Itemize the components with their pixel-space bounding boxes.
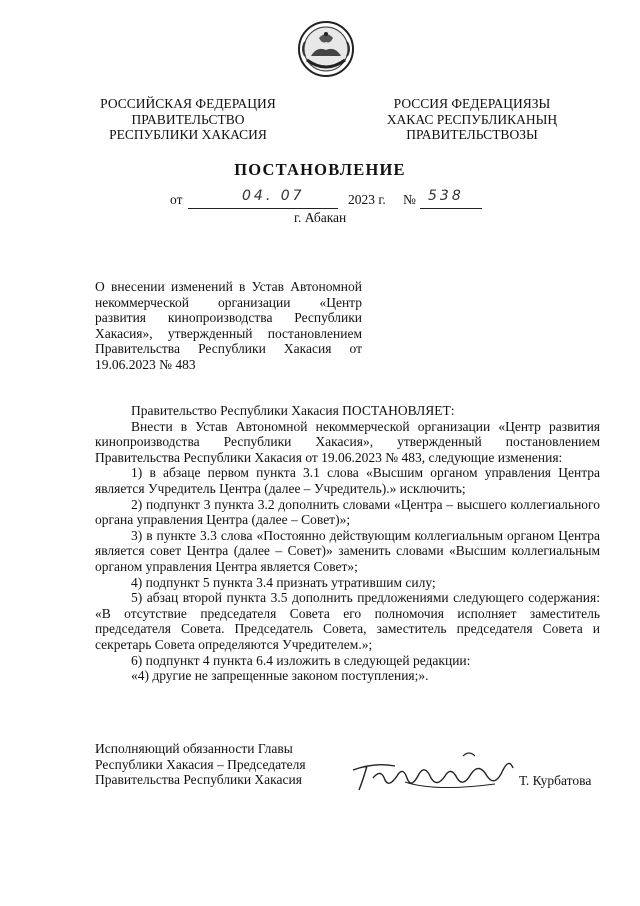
date-year: 2023 г. [348, 192, 386, 207]
body-text [95, 403, 600, 684]
signatory-position-line: Республики Хакасия – Председателя [95, 756, 306, 772]
handwritten-signature [345, 748, 520, 798]
number-underline [420, 208, 482, 209]
signatory-position-line: Исполняющий обязанности Главы [95, 741, 293, 756]
signatory-name: Т. Курбатова [519, 773, 592, 788]
date-prefix: от [170, 192, 183, 207]
document-title: ПОСТАНОВЛЕНИЕ [234, 160, 406, 179]
header-right-line: ХАКАС РЕСПУБЛИКАНЫҢ [386, 111, 558, 127]
header-left-block [88, 96, 288, 143]
header-right-line: РОССИЯ ФЕДЕРАЦИЯЗЫ [393, 96, 551, 111]
subject-block: О внесении изменений в Устав Автономной некоммерческой организации «Центр развития кинопроизводства Республики Хакасия», утвержденный постановлением Правительства Республики Хакасия от 19.06.2023 № 483 [95, 279, 362, 372]
header-right-block [362, 96, 582, 143]
body-intro: Правительство Республики Хакасия ПОСТАНОВЛЯЕТ: [131, 403, 455, 418]
header-left-line: ПРАВИТЕЛЬСТВО [131, 111, 245, 127]
signatory-position-line: Правительства Республики Хакасия [95, 772, 302, 788]
body-paragraph: 2) подпункт 3 пункта 3.2 дополнить словами «Центра – высшего коллегиального органа управления Центра (далее – Совет)»; [95, 496, 600, 528]
header-right-line: ПРАВИТЕЛЬСТВОЗЫ [406, 127, 538, 142]
signatory-position [95, 741, 306, 788]
body-paragraph: 3) в пункте 3.3 слова «Постоянно действующим коллегиальным органом Центра является совет Центра (далее – Совет)» заменить словами «Высшим коллегиальным органом управления Центра является Совет»; [95, 527, 600, 574]
body-paragraph: 1) в абзаце первом пункта 3.1 слова «Высшим органом управления Центра является Учредитель Центра (далее – Учредитель).» исключить; [95, 465, 600, 496]
body-paragraph: 6) подпункт 4 пункта 6.4 изложить в следующей редакции: [131, 652, 471, 668]
body-paragraph: Внести в Устав Автономной некоммерческой организации «Центр развития кинопроизводства Республики Хакасия», утвержденный постановлением Правительства Республики Хакасия от 19.06.2023 № 483, следующие изменения: [95, 418, 600, 465]
date-day-month: 04. 07 [242, 188, 305, 204]
body-paragraph: 5) абзац второй пункта 3.5 дополнить предложениями следующего содержания: «В отсутствие председателя Совета его полномочия исполняет заместитель председателя Совета. Председатель Совета, заместитель председателя Совета и секретарь Совета определяются Учредителем.»; [95, 590, 600, 652]
coat-of-arms-emblem [297, 20, 355, 78]
header-left-line: РОССИЙСКАЯ ФЕДЕРАЦИЯ [100, 96, 276, 111]
body-paragraph: «4) другие не запрещенные законом поступления;». [131, 668, 429, 684]
city: г. Абакан [294, 210, 347, 225]
header-left-line: РЕСПУБЛИКИ ХАКАСИЯ [109, 127, 267, 142]
date-underline [188, 208, 338, 209]
document-number: 538 [428, 188, 464, 204]
number-label: № [403, 192, 416, 207]
body-paragraph: 4) подпункт 5 пункта 3.4 признать утратившим силу; [131, 574, 436, 590]
